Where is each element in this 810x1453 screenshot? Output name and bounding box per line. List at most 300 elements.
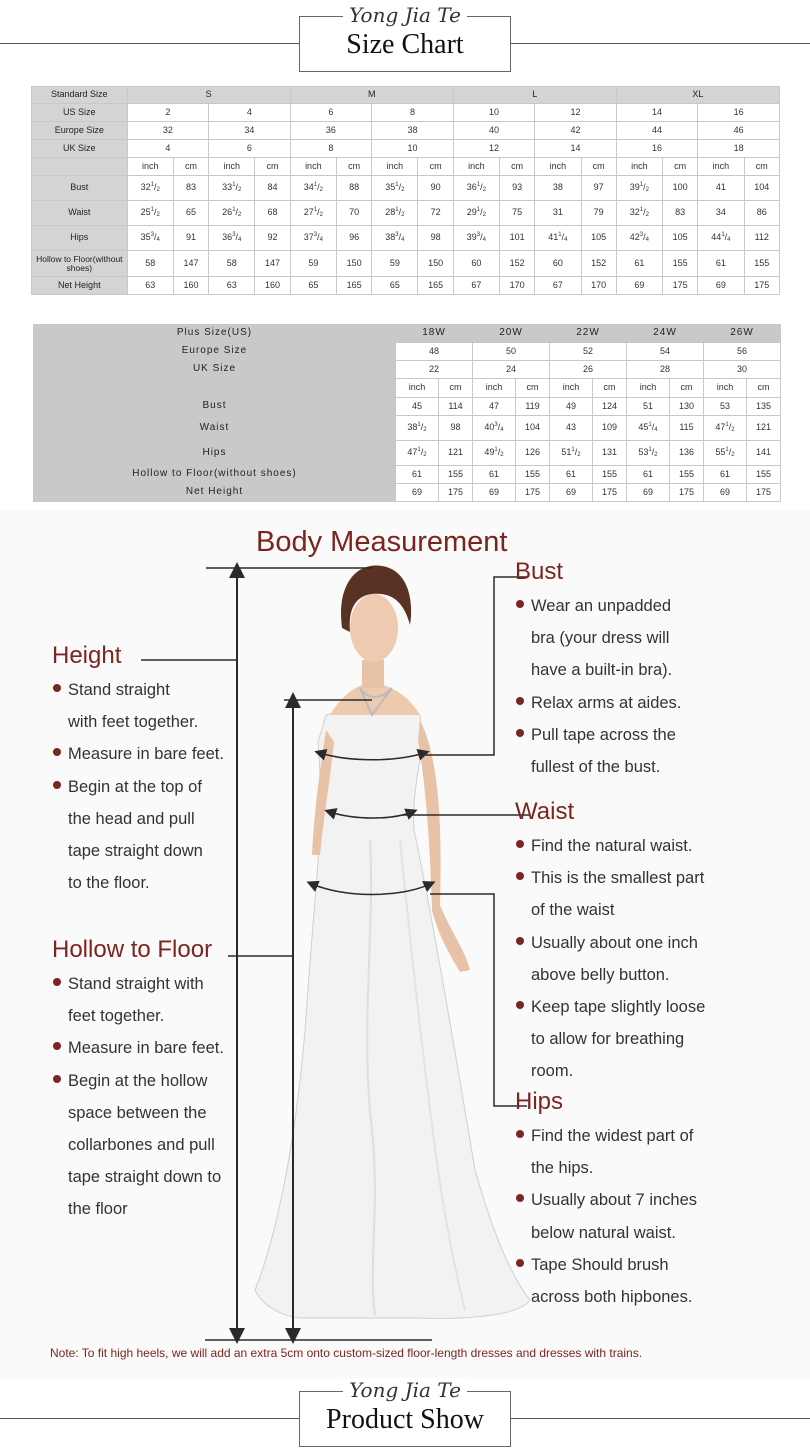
measure-value: 175: [747, 484, 781, 502]
measurement-row: [32, 226, 780, 251]
unit-inch: inch: [473, 379, 516, 398]
measure-value: $35^1/_2$: [372, 176, 418, 201]
measure-value: 131: [593, 441, 627, 466]
measure-value: 69: [627, 484, 670, 502]
bullet-text: across both hipbones.: [531, 1288, 693, 1307]
size-cell: 46: [698, 122, 780, 140]
measure-value: 69: [473, 484, 516, 502]
measure-value: 152: [500, 251, 535, 277]
body-measurement-panel: [0, 510, 810, 1380]
bullet-text: Find the natural waist.: [531, 837, 693, 855]
size-row: [34, 343, 781, 361]
measure-value: 175: [516, 484, 550, 502]
waist-section: [515, 798, 705, 1088]
size-row: [32, 140, 780, 158]
header-box: [299, 1378, 511, 1447]
measure-value: 170: [581, 277, 616, 295]
fit-note: Note: To fit high heels, we will add an extra 5cm onto custom-sized floor-length dresses and dresses with trains.: [50, 1346, 643, 1360]
measure-value: 59: [290, 251, 336, 277]
measure-value: 72: [418, 201, 453, 226]
measure-value: 65: [372, 277, 418, 295]
size-header-cell: L: [453, 87, 616, 104]
bullet-text: with feet together.: [68, 713, 199, 732]
unit-cm: cm: [581, 158, 616, 176]
measure-value: 67: [535, 277, 581, 295]
measure-value: 84: [255, 176, 290, 201]
size-cell: 32: [127, 122, 209, 140]
size-cell: 16: [698, 104, 780, 122]
measure-value: $53^1/_2$: [627, 441, 670, 466]
size-cell: 50: [473, 343, 550, 361]
bullet-text: space between the: [68, 1103, 207, 1122]
measure-value: $29^1/_2$: [453, 201, 499, 226]
bullet-text: room.: [531, 1062, 574, 1081]
unit-inch: inch: [616, 158, 662, 176]
measure-value: 86: [744, 201, 779, 226]
measure-label: Bust: [34, 398, 396, 416]
bullet-text: Usually about one inch: [531, 933, 698, 952]
size-cell: 10: [372, 140, 454, 158]
measure-value: 59: [372, 251, 418, 277]
measure-value: $28^1/_2$: [372, 201, 418, 226]
measure-value: 31: [535, 201, 581, 226]
measure-value: 69: [698, 277, 744, 295]
bust-heading: Bust: [515, 558, 564, 585]
measure-value: 135: [747, 398, 781, 416]
measure-value: $49^1/_2$: [473, 441, 516, 466]
size-cell: 48: [396, 343, 473, 361]
unit-cm: cm: [744, 158, 779, 176]
bullet-item: [515, 927, 705, 991]
measure-value: 61: [616, 251, 662, 277]
measure-value: $38^1/_2$: [396, 416, 439, 441]
bullet-item: [515, 590, 681, 687]
dress-shape: [255, 709, 530, 1318]
measure-value: 91: [173, 226, 208, 251]
size-cell: 28: [627, 361, 704, 379]
measure-value: $47^1/_2$: [704, 416, 747, 441]
measure-value: $34^1/_2$: [290, 176, 336, 201]
bullet-text: feet together.: [68, 1007, 165, 1026]
hollow-heading: Hollow to Floor: [52, 936, 213, 963]
size-header-cell: S: [127, 87, 290, 104]
measure-value: $45^1/_4$: [627, 416, 670, 441]
measure-value: 60: [453, 251, 499, 277]
row-label: Plus Size(US): [34, 325, 396, 343]
unit-row: [34, 379, 781, 398]
measurement-row: [34, 484, 781, 502]
measure-value: 147: [255, 251, 290, 277]
unit-cm: cm: [663, 158, 698, 176]
measure-value: $44^1/_4$: [698, 226, 744, 251]
measure-value: 45: [396, 398, 439, 416]
size-header-cell: M: [290, 87, 453, 104]
bullet-text: have a built-in bra).: [531, 661, 673, 680]
measure-value: $27^1/_2$: [290, 201, 336, 226]
measure-label: Waist: [32, 201, 128, 226]
bullet-item: [515, 862, 705, 926]
size-cell: 18: [698, 140, 780, 158]
measure-value: 165: [418, 277, 453, 295]
measure-value: 136: [670, 441, 704, 466]
unit-cm: cm: [418, 158, 453, 176]
row-label: [32, 158, 128, 176]
measure-value: 83: [663, 201, 698, 226]
bullet-item: [515, 1249, 697, 1313]
height-heading: Height: [52, 642, 122, 669]
header-rule-left: [0, 43, 299, 44]
bullet-text: Wear an unpadded: [531, 597, 672, 615]
size-cell: 54: [627, 343, 704, 361]
measure-value: 69: [616, 277, 662, 295]
size-cell: 16: [616, 140, 698, 158]
measure-value: 69: [704, 484, 747, 502]
measure-value: 175: [593, 484, 627, 502]
measure-value: 43: [550, 416, 593, 441]
measure-value: $25^1/_2$: [127, 201, 173, 226]
measure-value: 175: [439, 484, 473, 502]
row-label: UK Size: [32, 140, 128, 158]
bullet-text: the floor: [68, 1200, 128, 1219]
measure-value: $51^1/_2$: [550, 441, 593, 466]
size-cell: 4: [209, 104, 291, 122]
bullet-text: to allow for breathing: [531, 1030, 685, 1049]
measure-value: 98: [418, 226, 453, 251]
size-cell: 26: [550, 361, 627, 379]
measure-value: $39^3/_4$: [453, 226, 499, 251]
measure-value: $33^1/_2$: [209, 176, 255, 201]
measure-label: Hips: [34, 441, 396, 466]
size-cell: 4: [127, 140, 209, 158]
measure-value: $32^1/_2$: [127, 176, 173, 201]
bullet-item: [52, 1065, 224, 1226]
measure-value: $41^1/_4$: [535, 226, 581, 251]
measure-value: 93: [500, 176, 535, 201]
unit-cm: cm: [747, 379, 781, 398]
measure-value: 79: [581, 201, 616, 226]
measure-value: 47: [473, 398, 516, 416]
unit-inch: inch: [698, 158, 744, 176]
standard-size-table: [31, 86, 780, 295]
row-label: Europe Size: [32, 122, 128, 140]
bullet-item: [52, 771, 224, 900]
bust-section: [515, 558, 681, 783]
measure-value: 155: [593, 466, 627, 484]
bullet-text: Stand straight: [68, 681, 170, 699]
bullet-item: [52, 674, 224, 738]
measure-label: Hollow to Floor(without shoes): [34, 466, 396, 484]
measure-value: 49: [550, 398, 593, 416]
hips-heading: Hips: [515, 1088, 564, 1115]
brand-name: Yong Jia Te: [300, 1378, 510, 1402]
unit-inch: inch: [453, 158, 499, 176]
bullet-item: [52, 968, 224, 1032]
unit-cm: cm: [593, 379, 627, 398]
size-cell: 12: [453, 140, 535, 158]
size-cell: 34: [209, 122, 291, 140]
size-cell: 22: [396, 361, 473, 379]
unit-inch: inch: [290, 158, 336, 176]
hips-section: [515, 1088, 697, 1313]
measure-value: 155: [663, 251, 698, 277]
measure-value: 112: [744, 226, 779, 251]
measure-label: Waist: [34, 416, 396, 441]
measure-value: 160: [255, 277, 290, 295]
measure-value: $35^3/_4$: [127, 226, 173, 251]
measure-value: 53: [704, 398, 747, 416]
measure-value: 141: [747, 441, 781, 466]
size-header-cell: 26W: [704, 325, 781, 343]
measure-value: $42^3/_4$: [616, 226, 662, 251]
bullet-text: Stand straight with: [68, 975, 204, 993]
size-cell: 24: [473, 361, 550, 379]
measure-value: 104: [744, 176, 779, 201]
bullet-item: [515, 991, 705, 1088]
measure-value: $36^3/_4$: [209, 226, 255, 251]
bullet-text: the hips.: [531, 1159, 594, 1178]
measure-value: 119: [516, 398, 550, 416]
bullet-item: [515, 830, 705, 862]
measure-value: 175: [744, 277, 779, 295]
size-cell: 30: [704, 361, 781, 379]
measure-value: 155: [747, 466, 781, 484]
bullet-text: Pull tape across the: [531, 725, 676, 744]
size-cell: 56: [704, 343, 781, 361]
measure-value: 121: [439, 441, 473, 466]
header-box: [299, 3, 511, 72]
unit-inch: inch: [550, 379, 593, 398]
measure-value: 104: [516, 416, 550, 441]
bullet-text: of the waist: [531, 901, 615, 920]
measurement-row: [32, 277, 780, 295]
unit-inch: inch: [396, 379, 439, 398]
measure-value: $38^3/_4$: [372, 226, 418, 251]
measure-value: 98: [439, 416, 473, 441]
plus-size-table: [33, 324, 781, 502]
bullet-text: Find the widest part of: [531, 1127, 694, 1145]
unit-cm: cm: [255, 158, 290, 176]
size-header-cell: XL: [616, 87, 779, 104]
measure-value: 75: [500, 201, 535, 226]
measure-value: 61: [704, 466, 747, 484]
unit-cm: cm: [336, 158, 371, 176]
size-header-row: [34, 325, 781, 343]
bullet-text: fullest of the bust.: [531, 758, 661, 777]
measure-label: Bust: [32, 176, 128, 201]
row-label: Europe Size: [34, 343, 396, 361]
measure-label: Hollow to Floor(without shoes): [32, 251, 128, 277]
bullet-item: [515, 1120, 697, 1184]
unit-cm: cm: [516, 379, 550, 398]
measure-value: 90: [418, 176, 453, 201]
bullet-text: Measure in bare feet.: [68, 745, 224, 764]
row-label: Standard Size: [32, 87, 128, 104]
section-title: Size Chart: [346, 29, 464, 60]
measure-value: 150: [418, 251, 453, 277]
unit-cm: cm: [500, 158, 535, 176]
size-row: [32, 104, 780, 122]
measurement-row: [34, 466, 781, 484]
unit-cm: cm: [173, 158, 208, 176]
bullet-item: [515, 1184, 697, 1248]
measure-value: $32^1/_2$: [616, 201, 662, 226]
bullet-text: Tape Should brush: [531, 1255, 669, 1274]
measurement-row: [32, 251, 780, 277]
neck: [362, 660, 384, 688]
measure-value: 130: [670, 398, 704, 416]
unit-row: [32, 158, 780, 176]
size-cell: 42: [535, 122, 617, 140]
bullet-text: tape straight down to: [68, 1168, 222, 1187]
header-rule-right: [511, 43, 810, 44]
measure-value: 51: [627, 398, 670, 416]
measure-label: Hips: [32, 226, 128, 251]
unit-inch: inch: [127, 158, 173, 176]
bullet-text: This is the smallest part: [531, 869, 705, 888]
measure-value: 34: [698, 201, 744, 226]
measure-value: 101: [500, 226, 535, 251]
measure-value: 69: [550, 484, 593, 502]
size-cell: 12: [535, 104, 617, 122]
bullet-text: Begin at the hollow: [68, 1071, 208, 1090]
measure-value: 63: [209, 277, 255, 295]
measure-value: 65: [173, 201, 208, 226]
header-rule-right: [511, 1418, 810, 1419]
bullet-text: the head and pull: [68, 809, 195, 828]
row-label: US Size: [32, 104, 128, 122]
measure-value: 70: [336, 201, 371, 226]
measure-value: 60: [535, 251, 581, 277]
measure-value: $39^1/_2$: [616, 176, 662, 201]
measure-value: 155: [670, 466, 704, 484]
measure-value: 61: [698, 251, 744, 277]
measure-value: 152: [581, 251, 616, 277]
measure-value: 41: [698, 176, 744, 201]
measurement-row: [34, 441, 781, 466]
size-cell: 36: [290, 122, 372, 140]
measure-value: 67: [453, 277, 499, 295]
bullet-text: above belly button.: [531, 965, 670, 984]
measure-value: $26^1/_2$: [209, 201, 255, 226]
bullet-item: [515, 719, 681, 783]
size-header-cell: 24W: [627, 325, 704, 343]
size-header-cell: 18W: [396, 325, 473, 343]
size-row: [34, 361, 781, 379]
measure-value: 83: [173, 176, 208, 201]
row-label: UK Size: [34, 361, 396, 379]
measure-value: 65: [290, 277, 336, 295]
measure-value: 126: [516, 441, 550, 466]
bullet-text: Keep tape slightly loose: [531, 998, 706, 1017]
size-cell: 52: [550, 343, 627, 361]
hollow-to-floor-section: [52, 936, 224, 1226]
measure-label: Net Height: [34, 484, 396, 502]
size-header-cell: 22W: [550, 325, 627, 343]
measure-value: 61: [473, 466, 516, 484]
size-chart-header: [0, 0, 810, 70]
size-cell: 14: [616, 104, 698, 122]
measure-value: 105: [663, 226, 698, 251]
measure-value: 165: [336, 277, 371, 295]
measure-value: 150: [336, 251, 371, 277]
unit-inch: inch: [209, 158, 255, 176]
size-cell: 8: [290, 140, 372, 158]
face: [350, 594, 398, 662]
measure-value: 175: [663, 277, 698, 295]
measure-value: 69: [396, 484, 439, 502]
measure-value: 170: [500, 277, 535, 295]
measure-value: 58: [127, 251, 173, 277]
size-cell: 38: [372, 122, 454, 140]
measure-value: 38: [535, 176, 581, 201]
size-header-cell: 20W: [473, 325, 550, 343]
bullet-text: bra (your dress will: [531, 629, 670, 648]
unit-cm: cm: [439, 379, 473, 398]
size-cell: 2: [127, 104, 209, 122]
measure-value: 97: [581, 176, 616, 201]
bullet-text: Measure in bare feet.: [68, 1039, 224, 1058]
bullet-text: Usually about 7 inches: [531, 1191, 698, 1210]
measure-value: 68: [255, 201, 290, 226]
measure-value: 58: [209, 251, 255, 277]
measure-label: Net Height: [32, 277, 128, 295]
measure-value: $37^3/_4$: [290, 226, 336, 251]
bullet-text: to the floor.: [68, 874, 150, 893]
size-row: [32, 122, 780, 140]
size-cell: 40: [453, 122, 535, 140]
bullet-item: [52, 738, 224, 770]
measure-value: $47^1/_2$: [396, 441, 439, 466]
measure-value: 160: [173, 277, 208, 295]
measure-value: $40^3/_4$: [473, 416, 516, 441]
unit-inch: inch: [372, 158, 418, 176]
brand-name: Yong Jia Te: [300, 3, 510, 27]
measure-value: 155: [439, 466, 473, 484]
unit-inch: inch: [627, 379, 670, 398]
product-show-header: [0, 1375, 810, 1445]
measure-value: 155: [516, 466, 550, 484]
measure-value: 175: [670, 484, 704, 502]
measure-value: 96: [336, 226, 371, 251]
measurement-row: [34, 398, 781, 416]
size-cell: 6: [209, 140, 291, 158]
body-measurement-title: Body Measurement: [256, 526, 508, 558]
measure-value: 109: [593, 416, 627, 441]
measure-value: 92: [255, 226, 290, 251]
measurement-row: [32, 176, 780, 201]
measure-value: 115: [670, 416, 704, 441]
measure-value: 61: [627, 466, 670, 484]
height-section: [52, 642, 224, 899]
measurement-row: [34, 416, 781, 441]
unit-inch: inch: [535, 158, 581, 176]
size-cell: 10: [453, 104, 535, 122]
bullet-text: below natural waist.: [531, 1223, 676, 1242]
measure-value: 147: [173, 251, 208, 277]
header-rule-left: [0, 1418, 299, 1419]
measure-value: $36^1/_2$: [453, 176, 499, 201]
section-title: Product Show: [326, 1404, 484, 1435]
measure-value: 114: [439, 398, 473, 416]
measure-value: 61: [550, 466, 593, 484]
unit-inch: inch: [704, 379, 747, 398]
bullet-item: [52, 1032, 224, 1064]
size-cell: 6: [290, 104, 372, 122]
bullet-text: Relax arms at aides.: [531, 693, 682, 712]
size-cell: 8: [372, 104, 454, 122]
size-cell: 44: [616, 122, 698, 140]
measure-value: 155: [744, 251, 779, 277]
